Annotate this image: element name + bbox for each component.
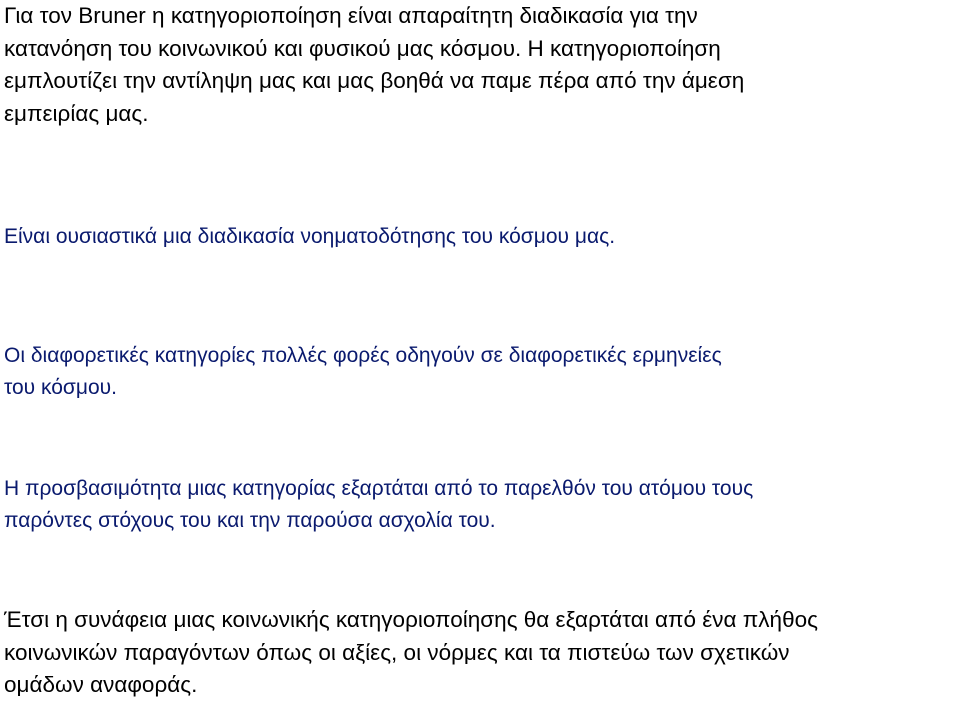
paragraph-bruner-categorization <box>4 0 744 130</box>
paragraph-line: παρόντες στόχους του και την παρούσα ασχολία του. <box>4 508 496 532</box>
paragraph-meaning-making <box>4 221 615 253</box>
paragraph-line: Οι διαφορετικές κατηγορίες πολλές φορές οδηγούν σε διαφορετικές ερμηνείες <box>4 344 722 367</box>
paragraph-line: εμπλουτίζει την αντίληψη μας και μας βοηθά να παμε πέρα από την άμεση <box>4 68 745 93</box>
paragraph-line: ομάδων αναφοράς. <box>4 672 198 697</box>
paragraph-line: Είναι ουσιαστικά μια διαδικασία νοηματοδότησης του κόσμου μας. <box>4 225 616 248</box>
paragraph-line: του κόσμου. <box>4 375 117 399</box>
paragraph-different-categories <box>4 340 722 403</box>
paragraph-category-accessibility <box>4 473 753 536</box>
paragraph-line: κατανόηση του κοινωνικού και φυσικού μας κόσμου. Η κατηγοριοποίηση <box>4 35 721 61</box>
paragraph-line: κοινωνικών παραγόντων όπως οι αξίες, οι νόρμες και τα πιστεύω των σχετικών <box>4 639 790 665</box>
paragraph-line: Για τον Bruner η κατηγοριοποίηση είναι απαραίτητη διαδικασία για την <box>4 3 698 28</box>
paragraph-line: Η προσβασιμότητα μιας κατηγορίας εξαρτάται από το παρελθόν του ατόμου τους <box>4 477 754 500</box>
paragraph-line: εμπειρίας μας. <box>4 100 149 126</box>
paragraph-line: Έτσι η συνάφεια μιας κοινωνικής κατηγοριοποίησης θα εξαρτάται από ένα πλήθος <box>4 607 818 632</box>
paragraph-social-categorization-relevance <box>4 604 818 702</box>
